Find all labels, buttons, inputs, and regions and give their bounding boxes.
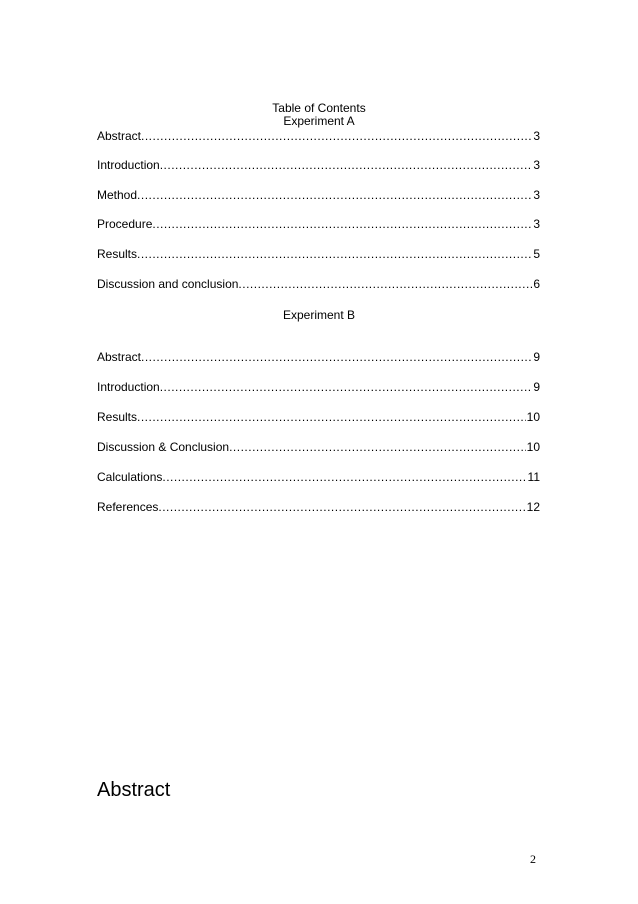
experiment-b-heading: Experiment B: [282, 308, 356, 322]
toc-entry-page: 6: [533, 277, 540, 291]
toc-entry: [97, 217, 540, 231]
toc-entry-label: References: [97, 500, 159, 514]
dot-leader: [137, 188, 532, 202]
toc-entry: [97, 410, 540, 424]
dot-leader: [141, 129, 532, 143]
toc-entry-page: 3: [533, 158, 540, 172]
dot-leader: [160, 158, 533, 172]
toc-entry: [97, 350, 540, 364]
toc-entry-label: Introduction: [97, 380, 160, 394]
toc-entry: [97, 277, 540, 291]
experiment-a-heading: Experiment A: [283, 114, 355, 128]
toc-entry-page: 5: [533, 247, 540, 261]
toc-entry-page: 11: [527, 470, 540, 484]
toc-entry-page: 9: [533, 380, 540, 394]
dot-leader: [162, 470, 526, 484]
dot-leader: [158, 500, 525, 514]
toc-entry: [97, 470, 540, 484]
dot-leader: [160, 380, 533, 394]
toc-entry: [97, 158, 540, 172]
toc-entry-label: Calculations: [97, 470, 163, 484]
toc-entry-label: Introduction: [97, 158, 160, 172]
toc-title: Table of Contents: [272, 101, 366, 115]
toc-entry: [97, 380, 540, 394]
dot-leader: [229, 440, 526, 454]
toc-entry: [97, 129, 540, 143]
toc-entry: [97, 500, 540, 514]
toc-entry-page: 10: [526, 440, 540, 454]
toc-entry-label: Abstract: [97, 129, 142, 143]
toc-entry-page: 12: [526, 500, 540, 514]
toc-entry-label: Results: [97, 410, 138, 424]
toc-entry-page: 3: [533, 217, 540, 231]
toc-entry-page: 3: [533, 129, 540, 143]
toc-entry-label: Procedure: [97, 217, 153, 231]
toc-entry-page: 9: [533, 350, 540, 364]
toc-entry: [97, 247, 540, 261]
toc-entry-label: Discussion & Conclusion: [97, 440, 230, 454]
toc-entry: [97, 440, 540, 454]
section-heading: Abstract: [97, 779, 171, 801]
toc-entry-label: Method: [97, 188, 138, 202]
toc-entry-label: Results: [97, 247, 138, 261]
dot-leader: [152, 217, 532, 231]
dot-leader: [141, 350, 532, 364]
dot-leader: [137, 247, 532, 261]
dot-leader: [137, 410, 526, 424]
dot-leader: [238, 277, 532, 291]
toc-entry-page: 10: [526, 410, 540, 424]
toc-entry-page: 3: [533, 188, 540, 202]
toc-entry: [97, 188, 540, 202]
page-number: 2: [530, 852, 536, 866]
toc-entry-label: Discussion and conclusion: [97, 277, 239, 291]
toc-entry-label: Abstract: [97, 350, 142, 364]
